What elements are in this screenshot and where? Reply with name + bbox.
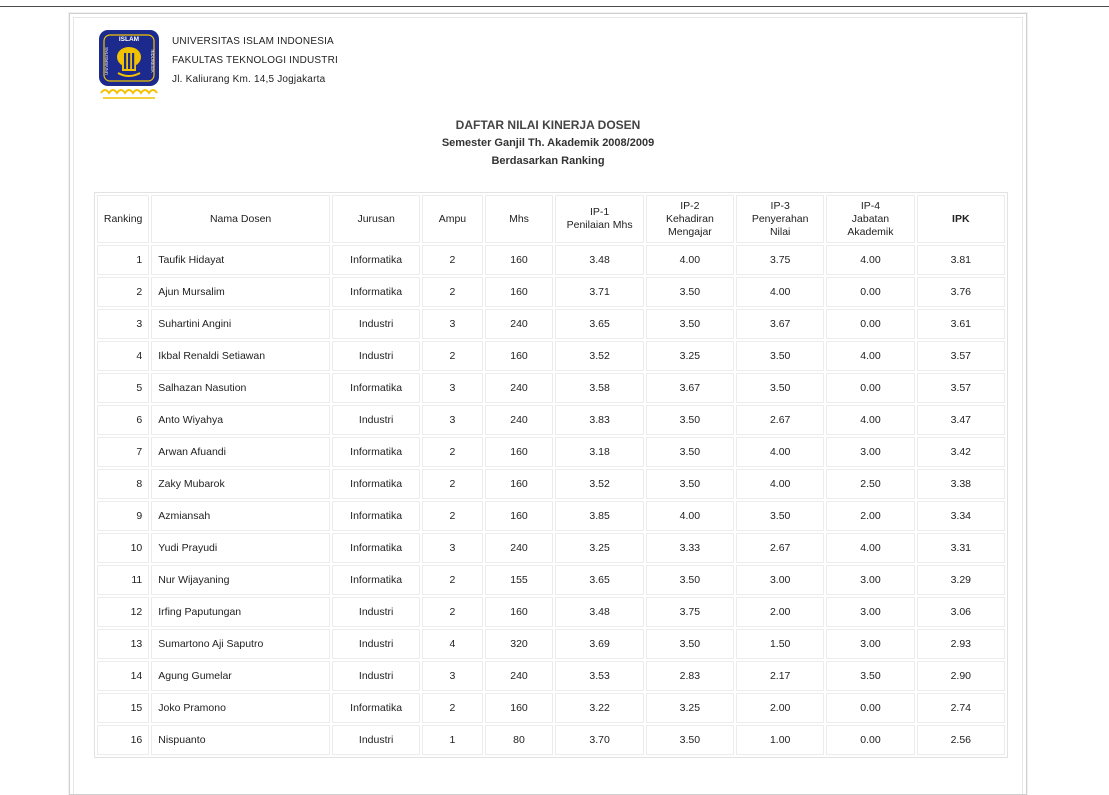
cell-ip4: 3.00 [826,629,914,659]
cell-ampu: 2 [422,565,482,595]
cell-ip4: 0.00 [826,277,914,307]
cell-mhs: 160 [485,693,554,723]
cell-ip1: 3.52 [555,469,643,499]
cell-ipk: 3.31 [917,533,1005,563]
table-row [97,533,1005,563]
table-row [97,341,1005,371]
cell-ip2: 3.50 [646,405,734,435]
cell-nama-dosen: Salhazan Nasution [151,373,330,403]
cell-jurusan: Informatika [332,373,420,403]
col-header-ranking: Ranking [97,195,149,243]
cell-ranking: 16 [97,725,149,755]
cell-ipk: 3.42 [917,437,1005,467]
cell-ip3: 3.67 [736,309,824,339]
cell-ampu: 2 [422,437,482,467]
cell-nama-dosen: Azmiansah [151,501,330,531]
cell-mhs: 240 [485,533,554,563]
cell-nama-dosen: Yudi Prayudi [151,533,330,563]
col-header-ip3: IP-3 Penyerahan Nilai [736,195,824,243]
col-header-ipk: IPK [917,195,1005,243]
cell-ranking: 15 [97,693,149,723]
cell-jurusan: Industri [332,309,420,339]
table-row [97,277,1005,307]
cell-jurusan: Industri [332,725,420,755]
cell-jurusan: Informatika [332,245,420,275]
cell-ip3: 3.75 [736,245,824,275]
cell-mhs: 240 [485,661,554,691]
cell-ip2: 3.50 [646,725,734,755]
cell-mhs: 240 [485,309,554,339]
cell-ip1: 3.65 [555,309,643,339]
cell-ip2: 3.50 [646,629,734,659]
cell-ampu: 3 [422,405,482,435]
cell-ranking: 5 [97,373,149,403]
cell-ipk: 2.74 [917,693,1005,723]
col-header-ip1: IP-1 Penilaian Mhs [555,195,643,243]
cell-ip3: 1.00 [736,725,824,755]
cell-ranking: 2 [97,277,149,307]
cell-ranking: 9 [97,501,149,531]
cell-mhs: 160 [485,437,554,467]
table-row [97,565,1005,595]
cell-jurusan: Informatika [332,533,420,563]
cell-ip4: 3.00 [826,437,914,467]
cell-nama-dosen: Joko Pramono [151,693,330,723]
cell-mhs: 160 [485,341,554,371]
cell-nama-dosen: Irfing Paputungan [151,597,330,627]
cell-ranking: 8 [97,469,149,499]
cell-ip3: 4.00 [736,469,824,499]
university-name: UNIVERSITAS ISLAM INDONESIA [172,36,334,47]
cell-ip2: 3.50 [646,437,734,467]
cell-ip1: 3.18 [555,437,643,467]
browser-top-border [0,0,1109,7]
cell-ranking: 12 [97,597,149,627]
cell-ipk: 3.57 [917,341,1005,371]
report-page [69,13,1027,795]
cell-ranking: 7 [97,437,149,467]
cell-ipk: 3.76 [917,277,1005,307]
report-titles [74,116,1022,170]
cell-ip2: 3.25 [646,693,734,723]
cell-jurusan: Informatika [332,501,420,531]
cell-ranking: 14 [97,661,149,691]
cell-ip2: 2.83 [646,661,734,691]
cell-ip4: 2.50 [826,469,914,499]
cell-ranking: 11 [97,565,149,595]
cell-ip4: 3.50 [826,661,914,691]
cell-ip1: 3.53 [555,661,643,691]
cell-ip4: 4.00 [826,341,914,371]
cell-ip4: 4.00 [826,533,914,563]
cell-ampu: 3 [422,661,482,691]
cell-ip4: 0.00 [826,309,914,339]
cell-ampu: 2 [422,597,482,627]
cell-ipk: 3.47 [917,405,1005,435]
cell-mhs: 160 [485,469,554,499]
cell-ipk: 3.34 [917,501,1005,531]
cell-ip3: 3.00 [736,565,824,595]
cell-ampu: 2 [422,693,482,723]
cell-ip1: 3.85 [555,501,643,531]
cell-ip1: 3.71 [555,277,643,307]
report-semester: Semester Ganjil Th. Akademik 2008/2009 [441,137,655,149]
table-row [97,597,1005,627]
cell-ipk: 3.29 [917,565,1005,595]
svg-text:INDONESIA: INDONESIA [150,49,155,73]
cell-ip2: 3.33 [646,533,734,563]
cell-ipk: 3.57 [917,373,1005,403]
cell-ip2: 3.50 [646,565,734,595]
cell-nama-dosen: Nur Wijayaning [151,565,330,595]
cell-ip2: 3.67 [646,373,734,403]
cell-ip4: 3.00 [826,565,914,595]
table-row [97,469,1005,499]
cell-ampu: 2 [422,501,482,531]
cell-ip3: 3.50 [736,373,824,403]
cell-ip3: 1.50 [736,629,824,659]
cell-jurusan: Informatika [332,437,420,467]
cell-ampu: 1 [422,725,482,755]
cell-jurusan: Industri [332,405,420,435]
cell-nama-dosen: Zaky Mubarok [151,469,330,499]
cell-ip2: 3.75 [646,597,734,627]
cell-ranking: 3 [97,309,149,339]
col-header-jurusan: Jurusan [332,195,420,243]
cell-ip2: 4.00 [646,245,734,275]
cell-nama-dosen: Anto Wiyahya [151,405,330,435]
report-basis: Berdasarkan Ranking [491,155,605,167]
table-row [97,661,1005,691]
cell-ampu: 3 [422,309,482,339]
cell-jurusan: Informatika [332,277,420,307]
cell-ipk: 2.56 [917,725,1005,755]
cell-ip1: 3.48 [555,597,643,627]
cell-nama-dosen: Agung Gumelar [151,661,330,691]
cell-ranking: 13 [97,629,149,659]
cell-mhs: 155 [485,565,554,595]
cell-ranking: 4 [97,341,149,371]
faculty-name: FAKULTAS TEKNOLOGI INDUSTRI [172,55,338,66]
cell-ip3: 2.67 [736,405,824,435]
cell-ranking: 1 [97,245,149,275]
col-header-ip2: IP-2 Kehadiran Mengajar [646,195,734,243]
cell-ip3: 2.67 [736,533,824,563]
cell-ip3: 2.00 [736,693,824,723]
cell-ip1: 3.65 [555,565,643,595]
report-title: DAFTAR NILAI KINERJA DOSEN [455,118,641,132]
cell-ipk: 3.06 [917,597,1005,627]
cell-mhs: 160 [485,501,554,531]
cell-ip4: 0.00 [826,693,914,723]
cell-ipk: 3.61 [917,309,1005,339]
cell-jurusan: Industri [332,597,420,627]
table-row [97,373,1005,403]
col-header-mhs: Mhs [485,195,554,243]
cell-nama-dosen: Taufik Hidayat [151,245,330,275]
table-body [97,245,1005,755]
cell-ip1: 3.48 [555,245,643,275]
table-row [97,309,1005,339]
col-header-ampu: Ampu [422,195,482,243]
cell-ip4: 0.00 [826,373,914,403]
table-row [97,245,1005,275]
cell-ampu: 4 [422,629,482,659]
cell-ip3: 4.00 [736,437,824,467]
institution-header [172,32,338,89]
table-row [97,629,1005,659]
cell-nama-dosen: Arwan Afuandi [151,437,330,467]
cell-jurusan: Informatika [332,469,420,499]
cell-ip4: 0.00 [826,725,914,755]
cell-ip4: 3.00 [826,597,914,627]
table-row [97,405,1005,435]
cell-jurusan: Informatika [332,693,420,723]
cell-ip3: 3.50 [736,341,824,371]
cell-ip1: 3.58 [555,373,643,403]
cell-mhs: 160 [485,245,554,275]
report-inner-frame [73,17,1023,794]
svg-text:UNIVERSITAS: UNIVERSITAS [104,47,109,75]
cell-ip1: 3.52 [555,341,643,371]
cell-ip2: 3.50 [646,277,734,307]
cell-jurusan: Industri [332,341,420,371]
table-row [97,693,1005,723]
cell-mhs: 80 [485,725,554,755]
cell-mhs: 160 [485,597,554,627]
cell-ip3: 2.17 [736,661,824,691]
cell-ip1: 3.69 [555,629,643,659]
cell-ampu: 2 [422,469,482,499]
table-row [97,501,1005,531]
cell-ampu: 2 [422,341,482,371]
cell-jurusan: Industri [332,629,420,659]
cell-ip1: 3.83 [555,405,643,435]
cell-ampu: 3 [422,373,482,403]
cell-ampu: 2 [422,245,482,275]
cell-mhs: 240 [485,405,554,435]
cell-ip2: 3.50 [646,309,734,339]
col-header-nama: Nama Dosen [151,195,330,243]
university-logo [98,29,160,101]
cell-nama-dosen: Ajun Mursalim [151,277,330,307]
cell-ip3: 3.50 [736,501,824,531]
cell-nama-dosen: Ikbal Renaldi Setiawan [151,341,330,371]
cell-ip2: 3.25 [646,341,734,371]
cell-ip4: 2.00 [826,501,914,531]
cell-ranking: 6 [97,405,149,435]
cell-ip1: 3.70 [555,725,643,755]
cell-ip4: 4.00 [826,245,914,275]
institution-address: Jl. Kaliurang Km. 14,5 Jogjakarta [172,74,326,85]
cell-ip1: 3.25 [555,533,643,563]
cell-nama-dosen: Suhartini Angini [151,309,330,339]
cell-jurusan: Informatika [332,565,420,595]
cell-ranking: 10 [97,533,149,563]
cell-ip3: 4.00 [736,277,824,307]
cell-ipk: 2.93 [917,629,1005,659]
cell-ip3: 2.00 [736,597,824,627]
cell-mhs: 240 [485,373,554,403]
cell-ipk: 3.81 [917,245,1005,275]
cell-ip2: 3.50 [646,469,734,499]
table-row [97,437,1005,467]
cell-ipk: 3.38 [917,469,1005,499]
cell-ip2: 4.00 [646,501,734,531]
cell-nama-dosen: Nispuanto [151,725,330,755]
cell-mhs: 160 [485,277,554,307]
cell-jurusan: Industri [332,661,420,691]
col-header-ip4: IP-4 Jabatan Akademik [826,195,914,243]
table-row [97,725,1005,755]
cell-mhs: 320 [485,629,554,659]
cell-ip4: 4.00 [826,405,914,435]
cell-ampu: 2 [422,277,482,307]
svg-text:ISLAM: ISLAM [118,36,140,43]
cell-nama-dosen: Sumartono Aji Saputro [151,629,330,659]
cell-ampu: 3 [422,533,482,563]
table-header-row [97,195,1005,243]
lecturer-performance-table [94,192,1008,758]
cell-ip1: 3.22 [555,693,643,723]
cell-ipk: 2.90 [917,661,1005,691]
